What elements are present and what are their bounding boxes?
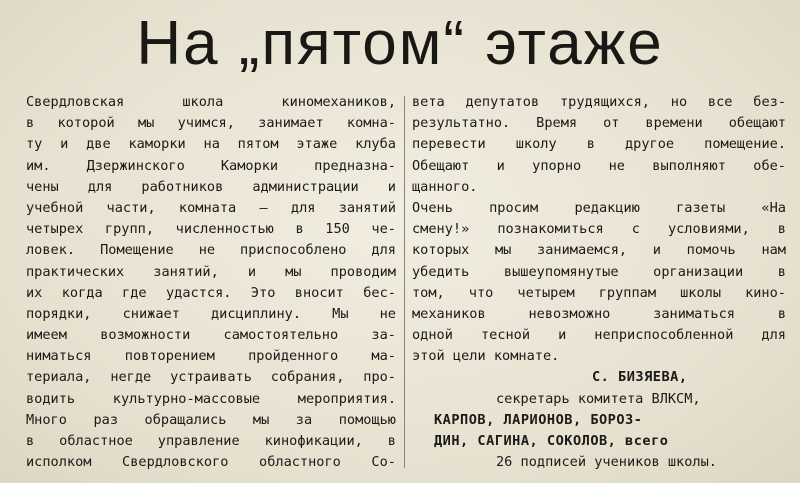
text-line: Обещают и упорно не выполняют обе- [412,157,786,174]
text-line: механиков невозможно заниматься в [412,305,786,322]
text-line: исполком Свердловского областного Со- [26,454,396,471]
text-line: в областное управление кинофикации, в [26,433,396,449]
text-line: убедить вышеупомянутые организации в [412,263,786,280]
text-line: в которой мы учимся, занимает комна- [26,115,396,132]
text-line: результатно. Время от времени обещают [412,115,786,132]
text-line: ниматься повторением пройденного ма- [26,348,396,365]
text-line: смену!» познакомиться с условиями, в [412,221,786,238]
text-line: им. Дзержинского Каморки предназна- [26,157,396,174]
article-column-left [26,92,396,473]
text-line: практических занятий, и мы проводим [26,263,396,280]
column-divider [404,96,405,468]
text-line: Свердловская школа киномехаников, [26,94,396,110]
text-line: имеем возможности самостоятельно за- [26,327,396,344]
text-line: их когда где удастся. Это вносит бес- [26,284,396,301]
text-line: учебной части, комната — для занятий [26,199,396,216]
article-headline: На „пятом“ этаже [136,9,664,78]
text-line: том, что четырем группам школы кино- [412,284,786,301]
text-line: вета депутатов трудящихся, но все без- [412,94,786,110]
text-line: чены для работников администрации и [26,178,396,195]
text-line: четырех групп, численностью в 150 че- [26,221,396,238]
text-line: этой цели комнате. [412,348,560,365]
text-line: порядки, снижает дисциплину. Мы не [26,305,396,322]
text-line: Очень просим редакцию газеты «На [412,199,786,216]
text-line: Много раз обращались мы за помощью [26,411,396,428]
signature-count: 26 подписей учеников школы. [496,454,717,471]
text-line: ловек. Помещение не приспособлено для [26,242,396,259]
text-line: которых мы занимаемся, и помочь нам [412,242,786,259]
text-line: териала, негде устраивать собрания, про- [26,369,396,386]
signature-name: С. БИЗЯЕВА, [592,369,688,386]
signature-names: КАРПОВ, ЛАРИОНОВ, БОРОЗ- [434,411,643,428]
signature-role: секретарь комитета ВЛКСМ, [496,390,701,407]
signature-block [412,367,786,473]
text-line: одной тесной и неприспособленной для [412,327,786,344]
text-line: водить культурно-массовые мероприятия. [26,390,396,407]
text-line: перевести школу в другое помещение. [412,136,786,153]
text-line: щанного. [412,178,478,195]
signature-names: ДИН, САГИНА, СОКОЛОВ, всего [434,433,669,449]
article-column-right [412,92,786,473]
text-line: ту и две каморки на пятом этаже клуба [26,136,396,153]
